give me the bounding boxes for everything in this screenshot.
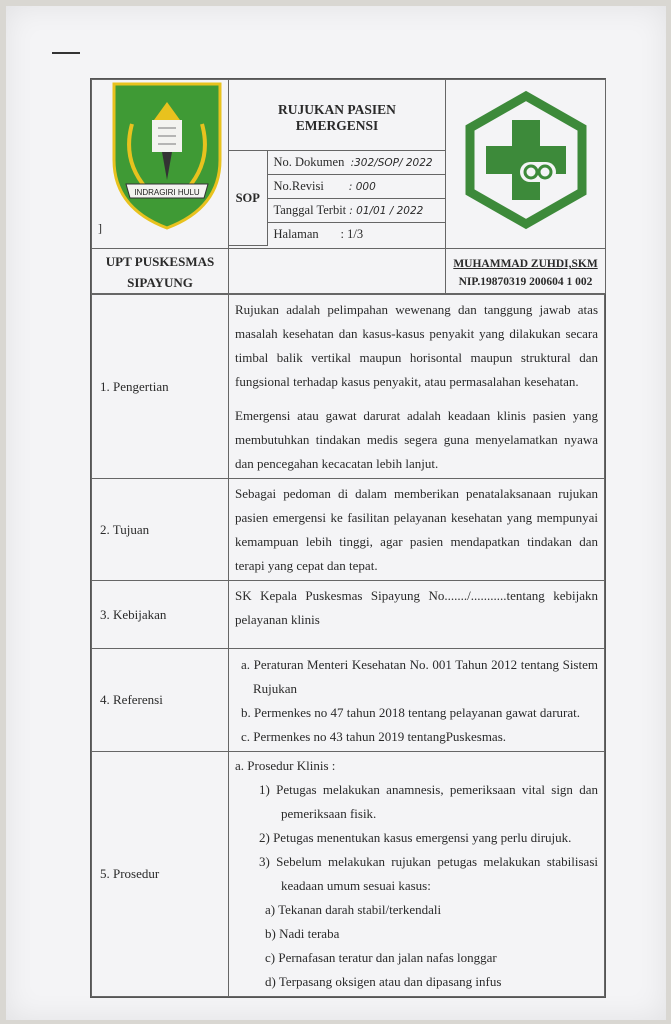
header-table — [91, 79, 606, 294]
regency-emblem-cell — [92, 80, 229, 249]
puskesmas-logo-cell — [446, 80, 606, 249]
section-prosedur — [229, 752, 605, 997]
section-referensi — [229, 649, 605, 752]
pen-mark — [52, 52, 80, 54]
signer-nip: NIP.19870319 200604 1 002 — [458, 276, 593, 288]
meta-revision: No.Revisi : 000 — [267, 175, 445, 199]
meta-table — [229, 150, 445, 246]
sop-label: SOP — [229, 151, 267, 246]
section-label-pengertian: 1. Pengertian — [92, 295, 229, 479]
procedure-heading: a. Prosedur Klinis : — [235, 758, 336, 773]
section-label-kebijakan: 3. Kebijakan — [92, 581, 229, 649]
regency-emblem-icon — [92, 80, 229, 240]
bracket-mark: ] — [98, 221, 102, 235]
signer-cell — [446, 249, 606, 294]
list-item: 1) Petugas melakukan anamnesis, pemeriksaan vital sign dan pemeriksaan fisik. — [259, 782, 598, 821]
organization-name: UPT PUSKESMAS SIPAYUNG — [92, 249, 229, 294]
title-cell — [229, 80, 446, 249]
sop-document — [90, 78, 606, 998]
section-label-referensi: 4. Referensi — [92, 649, 229, 752]
section-label-tujuan: 2. Tujuan — [92, 479, 229, 581]
section-kebijakan: SK Kepala Puskesmas Sipayung No......./...........tentang kebijakn pelayanan klinis — [229, 581, 605, 649]
section-tujuan: Sebagai pedoman di dalam memberikan penatalaksanaan rujukan pasien emergensi ke fasilitan pelayanan kesehatan yang mempunyai kemampuan lebih tinggi, agar pasien mendapatkan tindakan dan terapi yang cepat dan tepat. — [229, 479, 605, 581]
list-item: c. Permenkes no 43 tahun 2019 tentangPuskesmas. — [241, 729, 507, 744]
list-item: 2) Petugas menentukan kasus emergensi yang perlu dirujuk. — [259, 830, 572, 845]
list-item: d) Terpasang oksigen atau dan dipasang infus — [265, 974, 502, 989]
health-cross-logo-icon — [456, 90, 596, 230]
meta-doc-number: No. Dokumen :302/SOP/ 2022 — [267, 151, 445, 175]
content-table — [91, 294, 605, 997]
list-item: c) Pernafasan teratur dan jalan nafas longgar — [265, 950, 497, 965]
blank-cell — [229, 249, 446, 294]
paper-sheet — [6, 6, 666, 1020]
regency-banner-text: INDRAGIRI HULU — [134, 188, 200, 197]
section-pengertian: Rujukan adalah pelimpahan wewenang dan tanggung jawab atas masalah kesehatan dan kasus-kasus penyakit yang dilakukan secara timbal balik vertikal maupun horisontal maupun struktural dan fungsional terhadap kasus penyakit, atau permasalahan kesehatan. Emergensi atau gawat darurat adalah keadaan klinis pasien yang membutuhkan tindakan medis segera guna menyelamatkan nyawa dan pencegahan kecacatan lebih lanjut. — [229, 295, 605, 479]
list-item: a) Tekanan darah stabil/terkendali — [265, 902, 442, 917]
list-item: 3) Sebelum melakukan rujukan petugas melakukan stabilisasi keadaan umum sesuai kasus: — [259, 854, 598, 893]
meta-page: Halaman : 1/3 — [267, 223, 445, 246]
document-title: RUJUKAN PASIEN EMERGENSI — [278, 102, 396, 133]
meta-issue-date: Tanggal Terbit : 01/01 / 2022 — [267, 199, 445, 223]
section-label-prosedur: 5. Prosedur — [92, 752, 229, 997]
list-item: b. Permenkes no 47 tahun 2018 tentang pelayanan gawat darurat. — [241, 705, 580, 720]
list-item: a. Peraturan Menteri Kesehatan No. 001 Tahun 2012 tentang Sistem Rujukan — [241, 657, 598, 696]
signer-name: MUHAMMAD ZUHDI,SKM — [453, 258, 598, 270]
list-item: b) Nadi teraba — [265, 926, 340, 941]
